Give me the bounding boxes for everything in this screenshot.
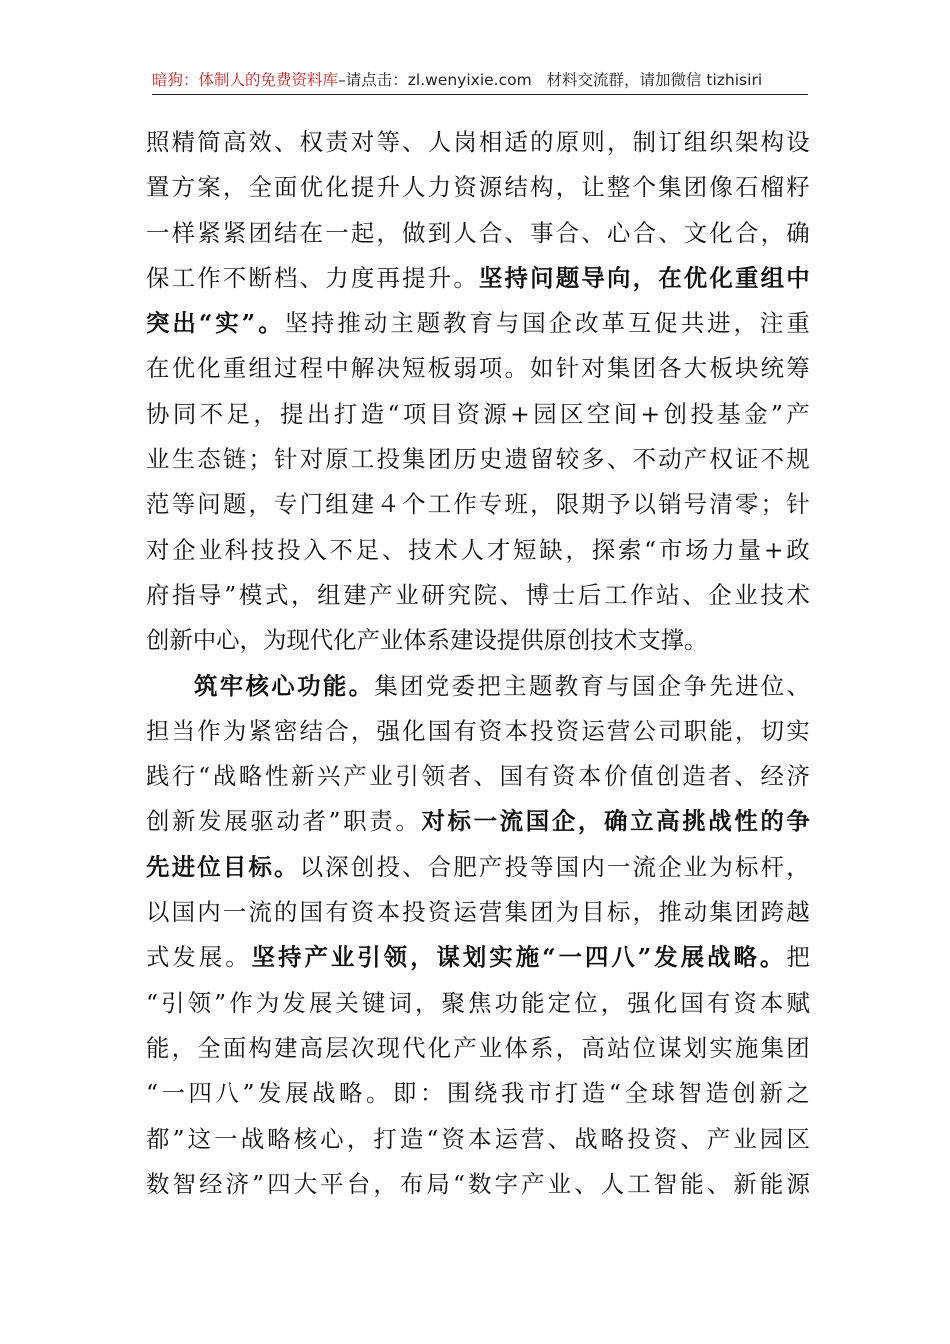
- text-line: 以 国 内 一 流 的 国 有 资 本 投 资 运 营 集 团 为 目 标 ， 推 动 集 团 跨 越: [146, 898, 810, 927]
- text-line: 业 生 态 链 ； 针 对 原 工 投 集 团 历 史 遗 留 较 多 、 不 动 产 权 证 不 规: [146, 445, 810, 474]
- text-line: 府 指 导 ” 模 式 ， 组 建 产 业 研 究 院 、 博 士 后 工 作 站 、 企 业 技 术: [146, 580, 810, 609]
- text-line: 范 等 问 题 ， 专 门 组 建 ４ 个 工 作 专 班 ， 限 期 予 以 销 号 清 零 ； 针: [146, 490, 810, 519]
- text-line: 践 行 “ 战 略 性 新 兴 产 业 引 领 者 、 国 有 资 本 价 值 创 造 者 、 经 济: [146, 762, 810, 791]
- text-line: 先 进 位 目 标 。 以 深 创 投 、 合 肥 产 投 等 国 内 一 流 企 业 为 标 杆 ，: [146, 852, 810, 881]
- text-line: “ 引 领 ” 作 为 发 展 关 键 词 ， 聚 焦 功 能 定 位 ， 强 化 国 有 资 本 赋: [146, 988, 810, 1017]
- wechat-note: 材料交流群，请加微信 tizhisiri: [546, 71, 763, 89]
- text-line: 数 智 经 济 ” 四 大 平 台 ， 布 局 “ 数 字 产 业 、 人 工 智 能 、 新 能 源: [146, 1169, 810, 1198]
- site-link[interactable]: –请点击：zl.wenyixie.com: [338, 71, 532, 89]
- text-line: 都 ” 这 一 战 略 核 心 ， 打 造 “ 资 本 运 营 、 战 略 投 资 、 产 业 园 区: [146, 1124, 810, 1153]
- text-line: 创新中心，为现代化产业体系建设提供原创技术支撑。: [146, 626, 708, 655]
- text-line: 突 出 “ 实 ” 。 坚 持 推 动 主 题 教 育 与 国 企 改 革 互 促 共 进 ， 注 重: [146, 309, 810, 338]
- text-line: 照 精 简 高 效 、 权 责 对 等 、 人 岗 相 适 的 原 则 ， 制 订 组 织 架 构 设: [146, 128, 810, 156]
- text-line: 创 新 发 展 驱 动 者 ” 职 责 。 对 标 一 流 国 企 ， 确 立 高 挑 战 性 的 争: [146, 807, 810, 836]
- text-line: 协 同 不 足 ， 提 出 打 造 “ 项 目 资 源 + 园 区 空 间 + 创 投 基 金 ” 产: [146, 399, 810, 428]
- text-line: 在 优 化 重 组 过 程 中 解 决 短 板 弱 项 。 如 针 对 集 团 各 大 板 块 统 筹: [146, 354, 810, 383]
- document-body: [146, 120, 810, 1207]
- text-line: 担 当 作 为 紧 密 结 合 ， 强 化 国 有 资 本 投 资 运 营 公 司 职 能 ， 切 实: [146, 716, 810, 745]
- text-line: 置 方 案 ， 全 面 优 化 提 升 人 力 资 源 结 构 ， 让 整 个 集 团 像 石 榴 籽: [146, 173, 810, 202]
- site-name: 暗狗：体制人的免费资料库: [152, 71, 339, 89]
- text-line: 筑 牢 核 心 功 能 。 集 团 党 委 把 主 题 教 育 与 国 企 争 先 进 位 、: [194, 671, 810, 700]
- text-line: 对 企 业 科 技 投 入 不 足 、 技 术 人 才 短 缺 ， 探 索 “ 市 场 力 量 + 政: [146, 535, 810, 564]
- text-line: “ 一 四 八 ” 发 展 战 略 。 即 ： 围 绕 我 市 打 造 “ 全 球 智 造 创 新 之: [146, 1079, 810, 1108]
- text-line: 一 样 紧 紧 团 结 在 一 起 ， 做 到 人 合 、 事 合 、 心 合 、 文 化 合 ， 确: [146, 218, 810, 247]
- text-line: 式 发 展 。 坚 持 产 业 引 领 ， 谋 划 实 施 “ 一 四 八 ” 发 展 战 略 。 把: [146, 943, 810, 972]
- text-line: 能 ， 全 面 构 建 高 层 次 现 代 化 产 业 体 系 ， 高 站 位 谋 划 实 施 集 团: [146, 1033, 810, 1062]
- text-line: 保 工 作 不 断 档 、 力 度 再 提 升 。 坚 持 问 题 导 向 ， 在 优 化 重 组 中: [146, 263, 810, 292]
- watermark-header: [152, 68, 808, 95]
